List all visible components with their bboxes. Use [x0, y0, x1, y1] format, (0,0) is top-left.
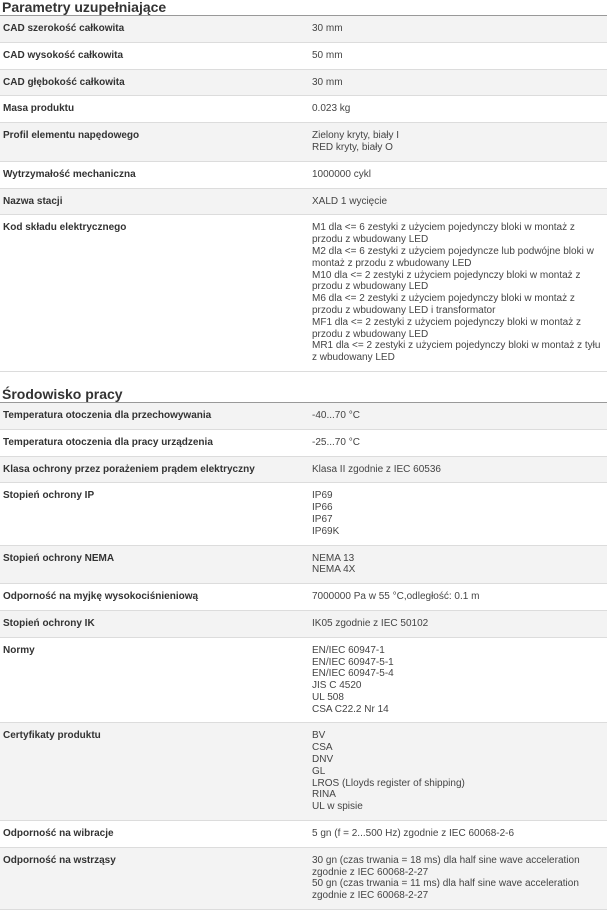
spec-table: [0, 16, 607, 372]
spec-value: [307, 69, 607, 96]
spec-value-line: IK05 zgodnie z IEC 50102: [312, 617, 429, 629]
spec-value: [307, 16, 607, 42]
spec-row: [0, 429, 607, 456]
spec-value-line: MF1 dla <= 2 zestyki z użyciem pojedynczy bloki w montaż z przodu z wbudowany LED: [312, 316, 581, 340]
spec-value-line: 30 mm: [312, 76, 343, 88]
spec-value-line: 1000000 cykl: [312, 168, 371, 180]
spec-row: [0, 847, 607, 909]
spec-value-line: EN/IEC 60947-5-1: [312, 656, 394, 668]
spec-value-line: IP66: [312, 502, 333, 514]
spec-value-line: EN/IEC 60947-5-4: [312, 668, 394, 680]
spec-label: Odporność na myjkę wysokociśnieniową: [3, 591, 199, 603]
spec-label: Nazwa stacji: [3, 195, 63, 207]
spec-value: [307, 429, 607, 456]
spec-row: [0, 123, 607, 162]
spec-value-line: 30 gn (czas trwania = 18 ms) dla half sine wave acceleration zgodnie z IEC 60068-2-27: [312, 854, 580, 878]
spec-value-line: NEMA 13: [312, 552, 355, 564]
spec-row: [0, 42, 607, 69]
spec-label: Odporność na wibracje: [3, 828, 114, 840]
spec-value-line: UL w spisie: [312, 801, 363, 813]
spec-value: [307, 161, 607, 188]
spec-value-line: NEMA 4X: [312, 564, 356, 576]
spec-value-line: CSA C22.2 Nr 14: [312, 703, 389, 715]
spec-value-line: Zielony kryty, biały I: [312, 130, 400, 142]
spec-label: Temperatura otoczenia dla przechowywania: [3, 409, 212, 421]
spec-value-line: GL: [312, 765, 326, 777]
spec-section: [0, 0, 607, 372]
spec-label: Wytrzymałość mechaniczna: [3, 168, 136, 180]
spec-value-line: M2 dla <= 6 zestyki z użyciem pojedyncze lub podwójne bloki w montaż z przodu z wbudowany LED: [312, 245, 594, 269]
spec-value-line: M6 dla <= 2 zestyki z użyciem pojedynczy bloki w montaż z przodu z wbudowany LED i transformator: [312, 293, 575, 316]
section-title: Środowisko pracy: [0, 387, 607, 403]
spec-value-line: JIS C 4520: [312, 680, 362, 692]
spec-value-line: EN/IEC 60947-1: [312, 644, 385, 656]
spec-row: [0, 69, 607, 96]
spec-value-line: 0.023 kg: [312, 103, 351, 115]
spec-row: [0, 483, 607, 545]
spec-value: [307, 188, 607, 215]
spec-value-line: -40...70 °C: [312, 409, 360, 421]
spec-row: [0, 215, 607, 372]
spec-value: [307, 821, 607, 848]
section-title: Parametry uzupełniające: [0, 0, 607, 16]
spec-label: Kod składu elektrycznego: [3, 222, 127, 234]
spec-value: [307, 483, 607, 545]
spec-row: [0, 584, 607, 611]
spec-value-line: DNV: [312, 754, 334, 766]
spec-value-line: 30 mm: [312, 23, 343, 34]
spec-value-line: M10 dla <= 2 zestyki z użyciem pojedynczy bloki w montaż z przodu z wbudowany LED: [312, 269, 581, 293]
spec-row: [0, 456, 607, 483]
spec-label: Odporność na wstrząsy: [3, 854, 116, 866]
spec-label: Normy: [3, 644, 35, 656]
spec-value: [307, 403, 607, 429]
spec-label: CAD wysokość całkowita: [3, 49, 124, 61]
spec-value: [307, 42, 607, 69]
spec-row: [0, 821, 607, 848]
spec-value-line: BV: [312, 730, 326, 742]
spec-row: [0, 403, 607, 429]
spec-value-line: 50 mm: [312, 49, 343, 61]
spec-value: [307, 637, 607, 723]
spec-value-line: UL 508: [312, 691, 344, 703]
spec-value-line: Klasa II zgodnie z IEC 60536: [312, 463, 441, 475]
spec-label: Profil elementu napędowego: [3, 130, 140, 142]
spec-value-line: -25...70 °C: [312, 436, 360, 448]
spec-section: [0, 387, 607, 910]
spec-value: [307, 456, 607, 483]
spec-value-line: CSA: [312, 742, 333, 754]
spec-row: [0, 545, 607, 584]
spec-value-line: IP67: [312, 513, 333, 525]
spec-value-line: MR1 dla <= 2 zestyki z użyciem pojedynczy bloki w montaż z tyłu z wbudowany LED: [312, 340, 601, 364]
spec-value: [307, 215, 607, 372]
spec-value: [307, 545, 607, 584]
spec-row: [0, 610, 607, 637]
spec-value: [307, 584, 607, 611]
spec-value: [307, 123, 607, 162]
spec-row: [0, 96, 607, 123]
spec-value-line: RED kryty, biały O: [312, 141, 393, 153]
spec-value: [307, 847, 607, 909]
spec-label: Stopień ochrony NEMA: [3, 552, 115, 564]
spec-label: CAD głębokość całkowita: [3, 76, 125, 88]
spec-value-line: LROS (Lloyds register of shipping): [312, 777, 465, 789]
spec-table: [0, 403, 607, 910]
spec-row: [0, 161, 607, 188]
spec-label: Temperatura otoczenia dla pracy urządzenia: [3, 436, 213, 448]
spec-value-line: IP69K: [312, 525, 340, 537]
spec-row: [0, 16, 607, 42]
spec-value-line: 50 gn (czas trwania = 11 ms) dla half sine wave acceleration zgodnie z IEC 60068-2-27: [312, 878, 579, 902]
spec-label: Stopień ochrony IP: [3, 490, 95, 502]
spec-row: [0, 637, 607, 723]
spec-value-line: 7000000 Pa w 55 °C,odległość: 0.1 m: [312, 591, 480, 603]
spec-row: [0, 188, 607, 215]
spec-value: [307, 96, 607, 123]
spec-label: Klasa ochrony przez porażeniem prądem elektryczny: [3, 463, 255, 475]
spec-value: [307, 610, 607, 637]
spec-label: Stopień ochrony IK: [3, 617, 95, 629]
spec-value-line: IP69: [312, 490, 333, 502]
spec-value-line: M1 dla <= 6 zestyki z użyciem pojedynczy bloki w montaż z przodu z wbudowany LED: [312, 222, 575, 246]
spec-row: [0, 723, 607, 821]
spec-label: Certyfikaty produktu: [3, 730, 101, 742]
spec-label: Masa produktu: [3, 103, 75, 115]
spec-value-line: XALD 1 wycięcie: [312, 195, 388, 207]
spec-value-line: 5 gn (f = 2...500 Hz) zgodnie z IEC 60068-2-6: [312, 828, 515, 840]
spec-value: [307, 723, 607, 821]
spec-label: CAD szerokość całkowita: [3, 23, 125, 34]
spec-value-line: RINA: [312, 789, 336, 801]
